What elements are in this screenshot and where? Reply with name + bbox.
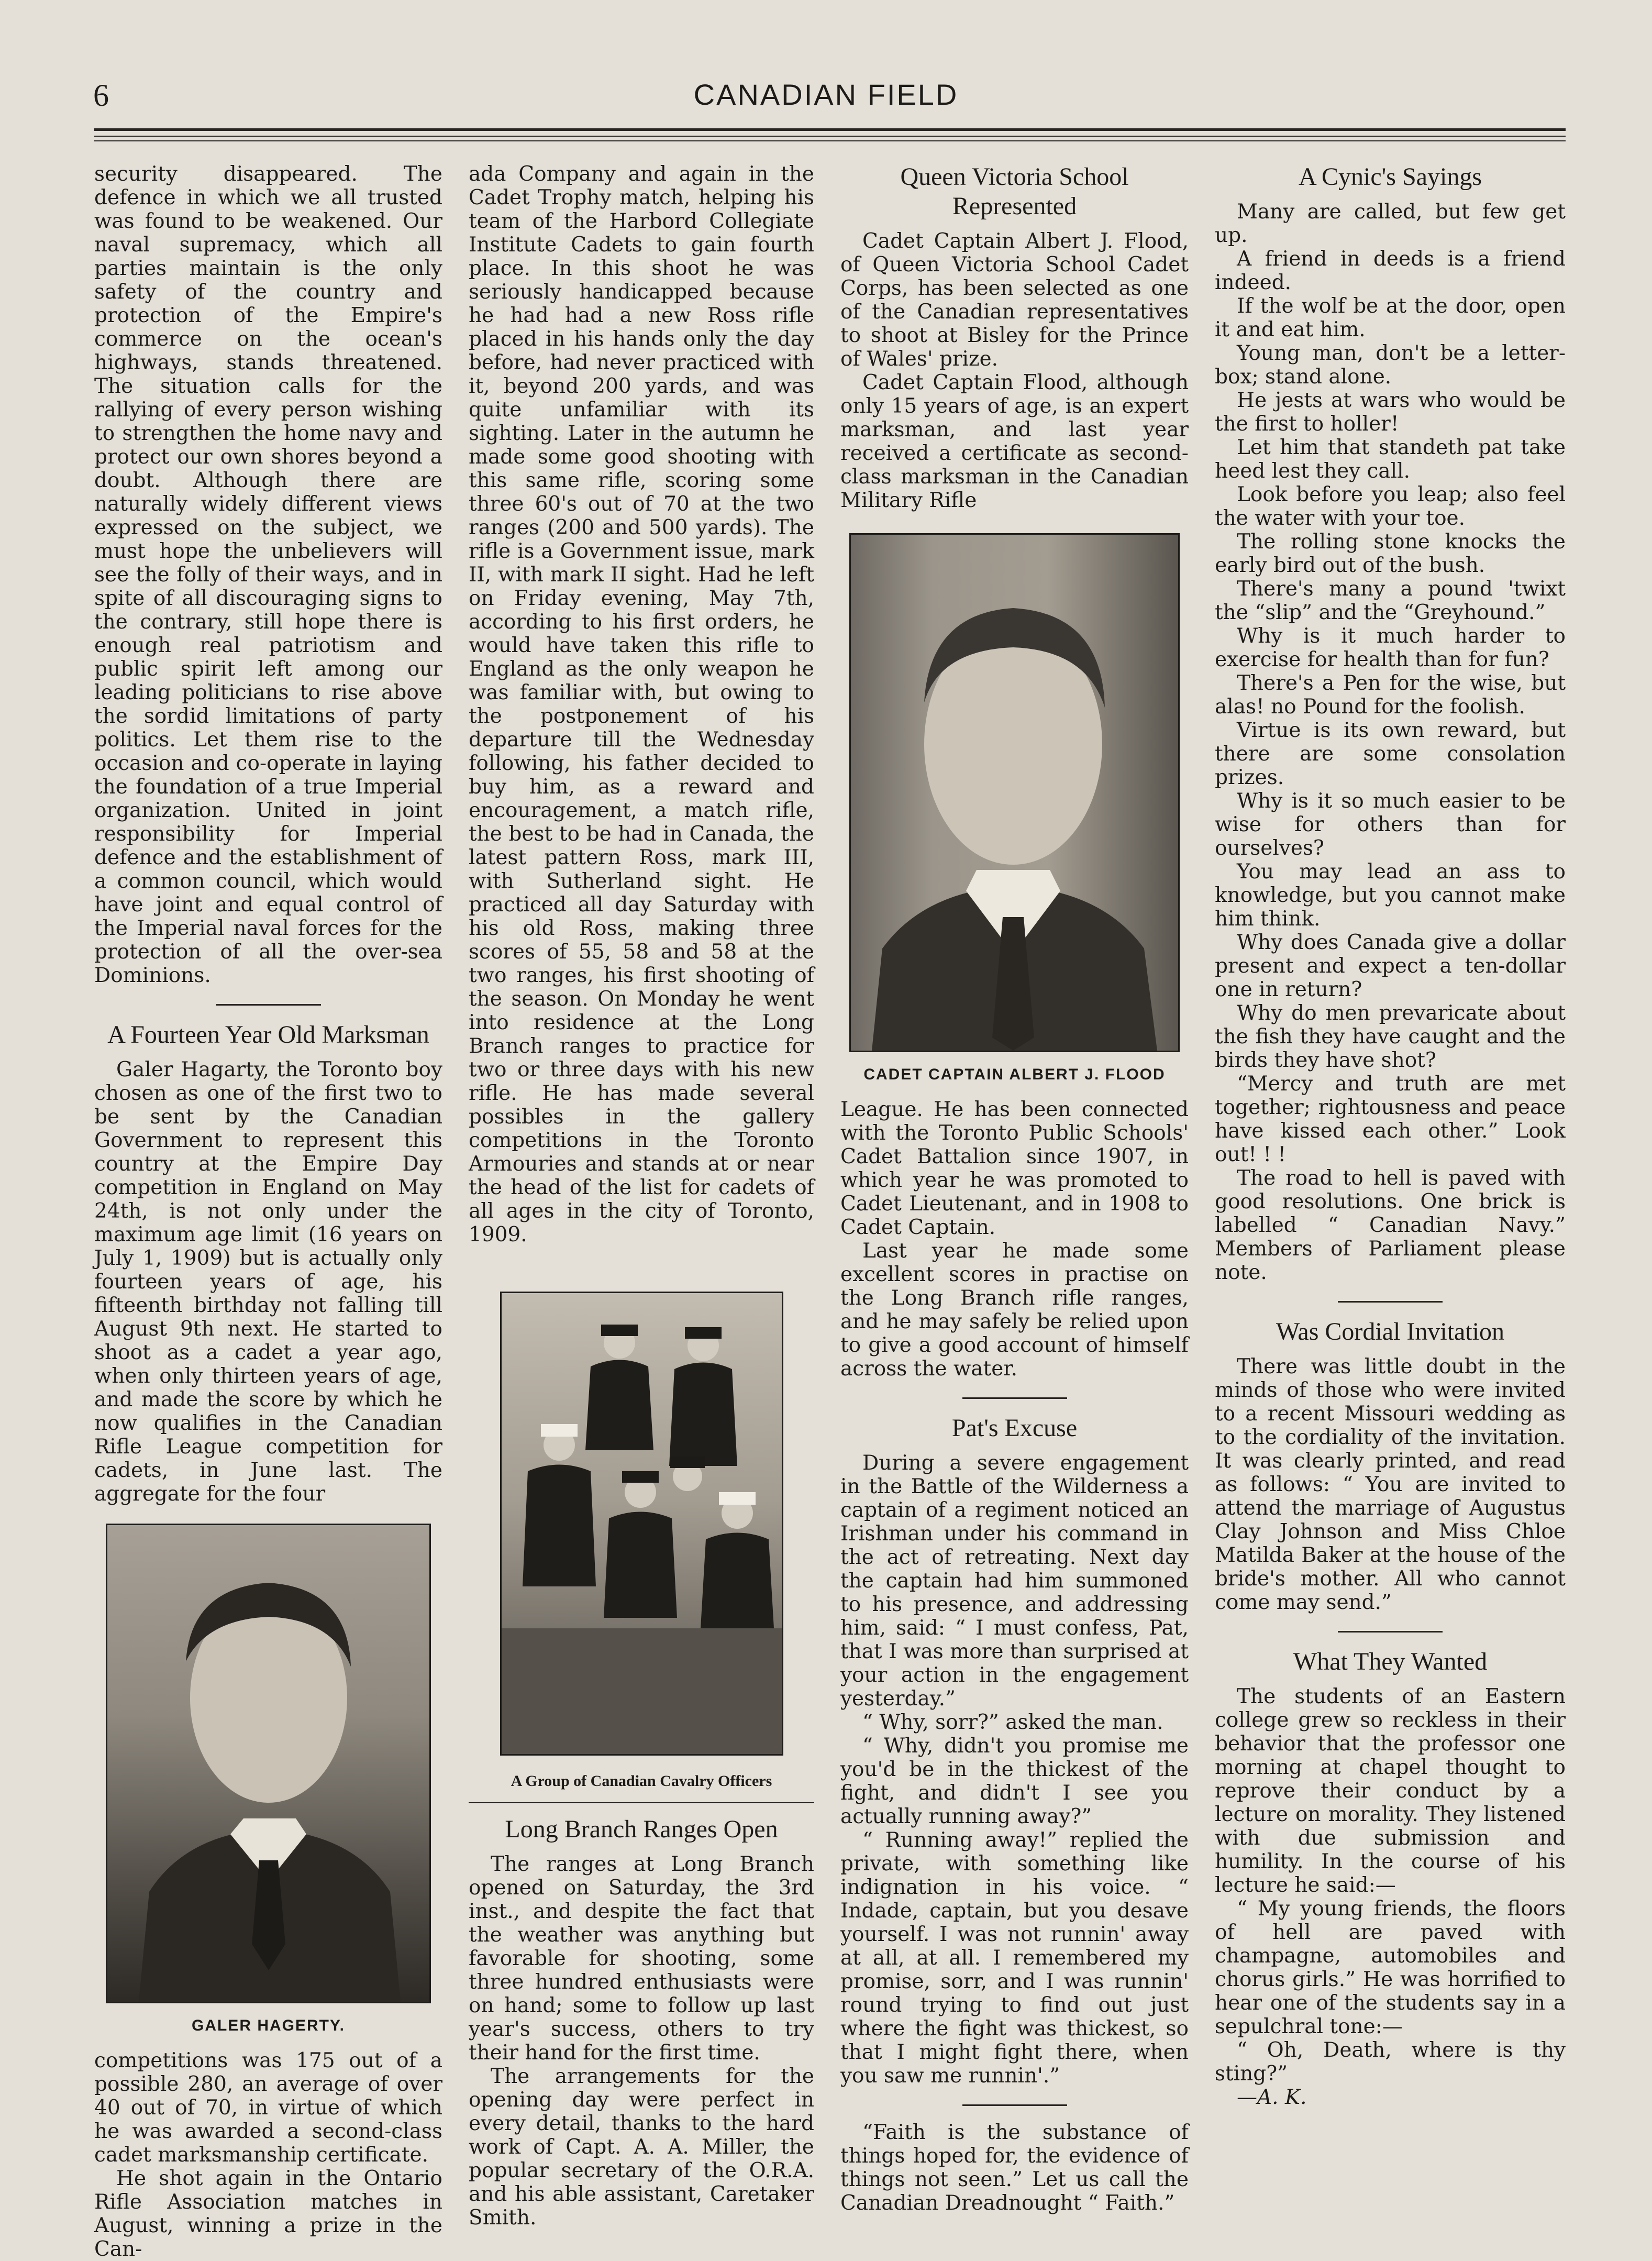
article-paragraph: There was little doubt in the minds of those who were invited to a recent Missouri wedding as to the cordiality of the invitation. It was clearly printed, and read as follows: “ You are invited to attend the marriage of Augustus Clay Johnson and Miss Chloe Matilda Baker at the house of the bride's mother. All who cannot come may send.” xyxy=(1215,1355,1566,1614)
article-paragraph: “ Why, sorr?” asked the man. xyxy=(862,1711,1163,1734)
article-heading: Was Cordial Invitation xyxy=(1276,1318,1505,1345)
section-rule xyxy=(469,1802,814,1803)
saying: Why is it much harder to exercise for health than for fun? xyxy=(1215,624,1566,671)
article-paragraph: “ My young friends, the floors of hell are paved with champagne, automobiles and chorus girls.” He was horrified to hear one of the students say in a sepulchral tone:— xyxy=(1215,1897,1566,2038)
editorial-paragraph: security disappeared. The defence in which we all trusted was found to be weakened. Our naval supremacy, which all parties maintain is the only safety of the country and protection of the Empire's commerce on the ocean's highways, stands threatened. The situation calls for the rallying of every person wishing to strengthen the home navy and protect our own shores beyond a doubt. Although there are naturally widely different views expressed on the subject, we must hope the unbelievers will see the folly of their ways, and in spite of all discouraging signs to the contrary, still hope there is enough real patriotism and public spirit left among our leading politicians to rise above the sordid limitations of party politics. Let them rise to the occasion and co-operate in laying the foundation of a true Imperial organization. United in joint responsibility for Imperial defence and the establishment of a common council, which would have joint and equal control of the Imperial naval forces for the protection of all the over-sea Dominions. xyxy=(94,162,442,987)
article-heading: Queen Victoria School Represented xyxy=(900,163,1129,220)
photo-caption: GALER HAGERTY. xyxy=(191,2017,346,2034)
photo-caption: CADET CAPTAIN ALBERT J. FLOOD xyxy=(863,1066,1166,1083)
article-heading: Long Branch Ranges Open xyxy=(505,1815,778,1843)
article-paragraph: Last year he made some excellent scores in practise on the Long Branch rifle ranges, and he may safely be relied upon to give a good account of himself across the water. xyxy=(840,1239,1189,1381)
group-figures xyxy=(502,1293,782,1754)
masthead: CANADIAN FIELD xyxy=(693,78,959,111)
masthead-rule-thin xyxy=(94,136,1566,137)
portrait-photo-albert-flood xyxy=(849,533,1180,1052)
saying: The rolling stone knocks the early bird out of the bush. xyxy=(1215,530,1566,577)
portrait-photo-galer-hagerty xyxy=(106,1524,431,2003)
portrait-figure xyxy=(851,535,1178,1051)
section-divider xyxy=(1338,1301,1443,1303)
article-paragraph: During a severe engagement in the Battle of the Wilderness a captain of a regiment noticed an Irishman under his command in the act of retreating. Next day the captain had him summoned to his presence, and addressing him, said: “ I must confess, Pat, that I was more than surprised at your action in the engagement yesterday.” xyxy=(840,1451,1189,1711)
column-1 xyxy=(94,162,442,2261)
saying: He jests at wars who would be the first to holler! xyxy=(1215,389,1566,436)
column-2 xyxy=(469,162,814,2230)
saying: Why do men prevaricate about the fish they have caught and the birds they have shot? xyxy=(1215,1001,1566,1072)
article-heading: A Fourteen Year Old Marksman xyxy=(107,1021,429,1049)
section-divider xyxy=(962,2104,1067,2106)
saying: There's many a pound 'twixt the “slip” and the “Greyhound.” xyxy=(1215,577,1566,624)
signature: —A. K. xyxy=(1237,2086,1307,2109)
article-paragraph: “ Why, didn't you promise me you'd be in the thickest of the fight, and didn't I see you actually running away?” xyxy=(840,1734,1189,1828)
article-paragraph: “ Running away!” replied the private, with something like indignation in his voice. “ Indade, captain, but you desave yourself. I was not runnin' away at all, at all. I remembered my promise, sorr, and I was runnin' round trying to find out just where the fight was thickest, so that I might fight there, when you saw me runnin'.” xyxy=(840,1828,1189,2088)
article-paragraph: Cadet Captain Flood, although only 15 years of age, is an expert marksman, and last year received a certificate as second-class marksman in the Canadian Military Rifle xyxy=(840,371,1189,512)
masthead-rule-thin xyxy=(94,140,1566,141)
article-heading: A Cynic's Sayings xyxy=(1298,163,1482,191)
column-4 xyxy=(1215,162,1566,2109)
page-number: 6 xyxy=(93,78,109,113)
portrait-figure xyxy=(107,1525,429,2002)
article-paragraph: “ Oh, Death, where is thy sting?” xyxy=(1215,2038,1566,2086)
article-paragraph: Cadet Captain Albert J. Flood, of Queen Victoria School Cadet Corps, has been selected as one of the Canadian representatives to shoot at Bisley for the Prince of Wales' prize. xyxy=(840,229,1189,371)
photo-caption: A Group of Canadian Cavalry Officers xyxy=(511,1772,772,1790)
saying: If the wolf be at the door, open it and eat him. xyxy=(1215,294,1566,341)
group-photo-cavalry-officers xyxy=(500,1292,783,1756)
saying: A friend in deeds is a friend indeed. xyxy=(1215,247,1566,294)
saying: “Mercy and truth are met together; rightousness and peace have kissed each other.” Look out! ! ! xyxy=(1215,1072,1566,1166)
column-3 xyxy=(840,162,1189,2215)
saying: You may lead an ass to knowledge, but you cannot make him think. xyxy=(1215,860,1566,931)
article-paragraph: League. He has been connected with the Toronto Public Schools' Cadet Battalion since 1907, in which year he was promoted to Cadet Lieutenant, and in 1908 to Cadet Captain. xyxy=(840,1098,1189,1239)
saying: Young man, don't be a letter-box; stand alone. xyxy=(1215,341,1566,389)
saying: Let him that standeth pat take heed lest they call. xyxy=(1215,436,1566,483)
saying: There's a Pen for the wise, but alas! no Pound for the foolish. xyxy=(1215,671,1566,719)
article-paragraph: The ranges at Long Branch opened on Saturday, the 3rd inst., and despite the fact that the weather was anything but favorable for shooting, some three hundred enthusiasts were on hand; some to follow up last year's success, others to try their hand for the first time. xyxy=(469,1852,814,2065)
saying: Many are called, but few get up. xyxy=(1215,200,1566,247)
article-paragraph: ada Company and again in the Cadet Trophy match, helping his team of the Harbord Collegiate Institute Cadets to gain fourth place. In this shoot he was seriously handicapped because he had had a new Ross rifle placed in his hands only the day before, had never practiced with it, beyond 200 yards, and was quite unfamiliar with its sighting. Later in the autumn he made some good shooting with this same rifle, scoring some three 60's out of 70 at the two ranges (200 and 500 yards). The rifle is a Government issue, mark II, with mark II sight. Had he left on Friday evening, May 7th, according to his first orders, he would have taken this rifle to England as the only weapon he was familiar with, but owing to the postponement of his departure till the Wednesday following, his father decided to buy him, as a reward and encouragement, a match rifle, the best to be had in Canada, the latest pattern Ross, mark III, with Sutherland sight. He practiced all day Saturday with his old Ross, making three scores of 55, 58 and 58 at the two ranges, his first shooting of the season. On Monday he went into residence at the Long Branch ranges to practice for two or three days with his new rifle. He has made several possibles in the gallery competitions in the Toronto Armouries and stands at or near the head of the list for cadets of all ages in the city of Toronto, 1909. xyxy=(469,162,814,1247)
saying: Why is it so much easier to be wise for others than for ourselves? xyxy=(1215,789,1566,860)
saying: Look before you leap; also feel the water with your toe. xyxy=(1215,483,1566,530)
article-paragraph: “Faith is the substance of things hoped for, the evidence of things not seen.” Let us call the Canadian Dreadnought “ Faith.” xyxy=(840,2121,1189,2215)
saying: Virtue is its own reward, but there are some consolation prizes. xyxy=(1215,719,1566,789)
article-heading: What They Wanted xyxy=(1293,1648,1488,1675)
section-divider xyxy=(216,1004,321,1006)
section-divider xyxy=(962,1397,1067,1399)
section-divider xyxy=(1338,1631,1443,1633)
saying: The road to hell is paved with good resolutions. One brick is labelled “ Canadian Navy.” Members of Parliament please note. xyxy=(1215,1166,1566,1284)
article-paragraph: He shot again in the Ontario Rifle Association matches in August, winning a prize in the Can- xyxy=(94,2167,442,2261)
article-paragraph: The students of an Eastern college grew so reckless in their behavior that the professor one morning at chapel thought to reprove their conduct by a lecture on morality. They listened with due submission and humility. In the course of his lecture he said:— xyxy=(1215,1685,1566,1897)
masthead-rule xyxy=(94,128,1566,131)
article-paragraph: competitions was 175 out of a possible 280, an average of over 40 out of 70, in virtue of which he was awarded a second-class cadet marksmanship certificate. xyxy=(94,2049,442,2167)
article-heading: Pat's Excuse xyxy=(951,1414,1078,1442)
saying: Why does Canada give a dollar present and expect a ten-dollar one in return? xyxy=(1215,931,1566,1001)
article-paragraph: Galer Hagarty, the Toronto boy chosen as one of the first two to be sent by the Canadian Government to represent this country at the Empire Day competition in England on May 24th, is not only under the maximum age limit (16 years on July 1, 1909) but is actually only fourteen years of age, his fifteenth birthday not falling till August 9th next. He started to shoot as a cadet a year ago, when only thirteen years of age, and made the score by which he now qualifies in the Canadian Rifle League competition for cadets, in June last. The aggregate for the four xyxy=(94,1058,442,1506)
article-paragraph: The arrangements for the opening day were perfect in every detail, thanks to the hard work of Capt. A. A. Miller, the popular secretary of the O.R.A. and his able assistant, Caretaker Smith. xyxy=(469,2065,814,2230)
